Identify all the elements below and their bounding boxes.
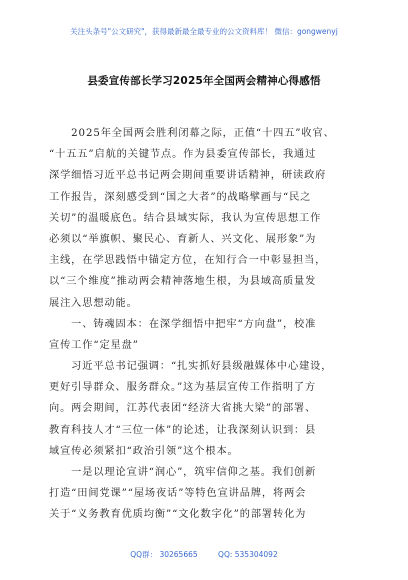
- body-line: 主线，在学思践悟中锚定方位，在知行合一中彰显担当，: [49, 255, 327, 267]
- body-line: 域宣传必须紧扣“政治引领”这个根本。: [49, 445, 239, 457]
- contact-footer: [0, 549, 408, 560]
- body-line: 习近平总书记强调：“扎实抓好县级融媒体中心建设，: [49, 361, 333, 373]
- promo-banner: 关注头条号"公文研究"，获得最新最全最专业的公文资料库！ 微信：gongwenyj: [70, 27, 338, 36]
- body-line: 必须以“举旗帜、聚民心、育新人、兴文化、展形象”为: [49, 233, 317, 245]
- body-line: 教育科技人才“三位一体”的论述，让我深刻认识到：县: [49, 424, 317, 436]
- body-line: 以“三个维度”推动两会精神落地生根，为县域高质量发: [49, 276, 317, 288]
- qq-group-text: QQ群： 30265665: [130, 550, 198, 559]
- qq-contact-text: QQ: 535304092: [218, 550, 278, 559]
- body-line: 工作报告，深刻感受到“国之大者”的战略擘画与“民之: [49, 191, 312, 203]
- body-line: 打造“田间党课”“屋场夜话”等特色宣讲品牌，将两会: [49, 488, 307, 500]
- body-line: 关于“义务教育优质均衡”“文化数字化”的部署转化为: [49, 509, 307, 521]
- body-line: 关切”的温暖底色。结合县域实际，我认为宣传思想工作: [49, 212, 322, 224]
- document-title: 县委宣传部长学习2025年全国两会精神心得感悟: [87, 75, 321, 87]
- body-line: 一是以理论宣讲“润心”，筑牢信仰之基。我们创新: [49, 467, 317, 478]
- body-line: 深学细悟习近平总书记两会期间重要讲话精神，研读政府: [49, 170, 327, 182]
- document-body: [49, 123, 363, 526]
- section-heading-cont: 宣传工作“定星盘”: [49, 339, 139, 351]
- body-line: 2025年全国两会胜利闭幕之际，正值“十四五”收官、: [49, 128, 335, 139]
- body-line: 展注入思想动能。: [49, 297, 138, 309]
- section-heading: 一、铸魂固本：在深学细悟中把牢“方向盘”，校准: [49, 318, 317, 330]
- body-line: 向。两会期间，江苏代表团“经济大省挑大梁”的部署、: [49, 403, 317, 415]
- body-line: “十五五”启航的关键节点。作为县委宣传部长，我通过: [49, 149, 317, 161]
- body-line: 更好引导群众、服务群众。”这为基层宣传工作指明了方: [49, 382, 317, 394]
